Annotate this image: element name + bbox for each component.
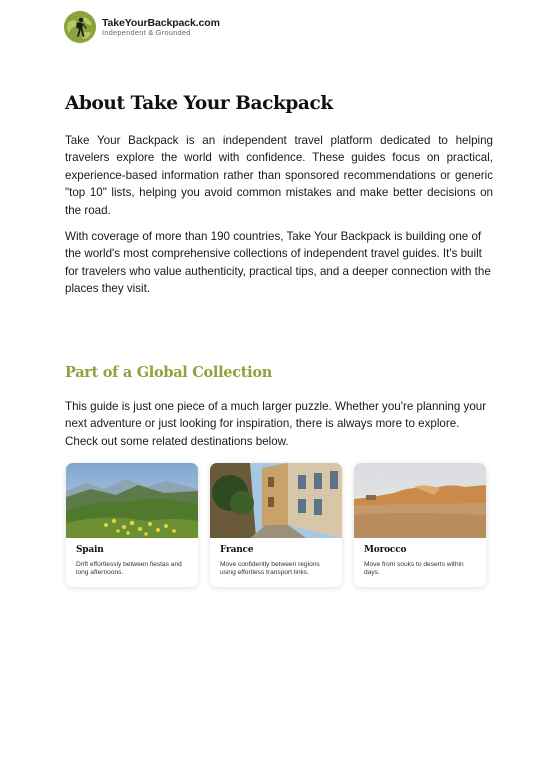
card-title: Morocco	[364, 545, 407, 555]
destination-card-spain[interactable]	[66, 463, 198, 587]
card-title: Spain	[76, 545, 104, 555]
card-body	[354, 538, 486, 587]
site-header	[64, 11, 220, 43]
card-body	[66, 538, 198, 587]
brand-tagline: Independent & Grounded	[102, 28, 191, 37]
brand-block	[102, 18, 220, 37]
collection-title: Part of a Global Collection	[65, 364, 272, 381]
card-description: Move from souks to deserts within days.	[364, 561, 464, 577]
about-paragraph-1: Take Your Backpack is an independent travel platform dedicated to helping travelers explore the world with confidence. These guides focus on practical, experience-based information rather than sponsored recommendations or generic "top 10" lists, helping you avoid common mistakes and make better decisions on the road.	[65, 134, 493, 217]
card-title: France	[220, 545, 254, 555]
destination-card-france[interactable]	[210, 463, 342, 587]
collection-intro: This guide is just one piece of a much larger puzzle. Whether you're planning your next adventure or just looking for inspiration, there is always more to explore. Check out some related destinations below.	[65, 400, 487, 448]
card-description: Drift effortlessly between fiestas and long afternoons.	[76, 561, 182, 577]
about-paragraph-2: With coverage of more than 190 countries, Take Your Backpack is building one of the world's most comprehensive collections of independent travel guides. It's built for travelers who value authenticity, practical tips, and a deeper connection with the places they visit.	[65, 230, 491, 296]
brand-name[interactable]: TakeYourBackpack.com	[102, 16, 220, 29]
old-town-street-photo	[210, 463, 342, 538]
card-body	[210, 538, 342, 587]
destination-card-morocco[interactable]	[354, 463, 486, 587]
about-title: About Take Your Backpack	[65, 93, 333, 114]
desert-dunes-photo	[354, 463, 486, 538]
card-description: Move confidently between regions using effortless transport links.	[220, 561, 320, 577]
mountain-meadow-photo	[66, 463, 198, 538]
globe-backpacker-icon[interactable]	[64, 11, 96, 43]
